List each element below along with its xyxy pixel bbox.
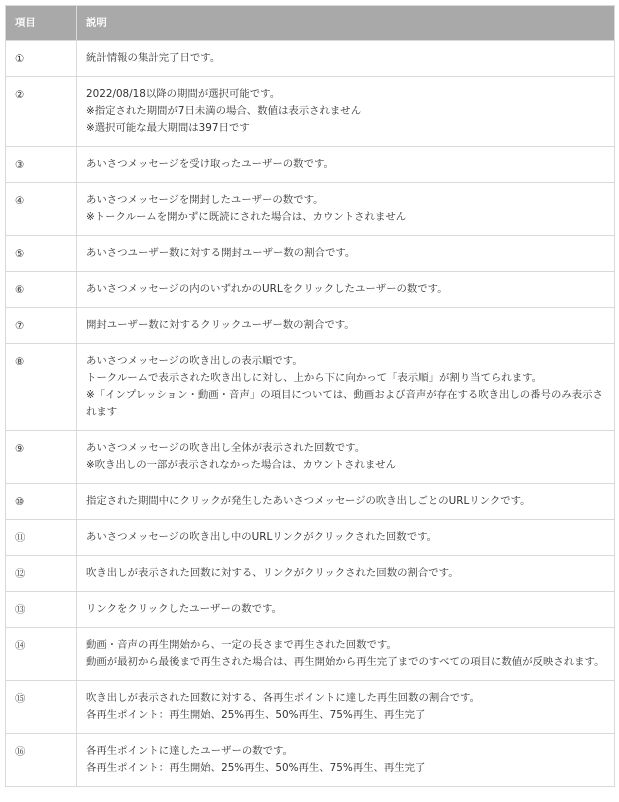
description-line: 各再生ポイント：再生開始、25%再生、50%再生、75%再生、再生完了 <box>86 762 426 774</box>
item-description <box>77 484 615 520</box>
item-description <box>77 628 615 681</box>
item-description <box>77 520 615 556</box>
item-description <box>77 41 615 77</box>
table-row <box>6 344 615 431</box>
item-description <box>77 77 615 147</box>
description-line: あいさつメッセージの吹き出しの表示順です。 <box>86 355 303 367</box>
table-row <box>6 681 615 734</box>
table-row <box>6 272 615 308</box>
item-number: ① <box>6 41 77 77</box>
table-row <box>6 520 615 556</box>
description-line: 吹き出しが表示された回数に対する、リンクがクリックされた回数の割合です。 <box>86 567 459 579</box>
item-number: ⑮ <box>6 681 77 734</box>
item-description <box>77 734 615 787</box>
item-number: ⑧ <box>6 344 77 431</box>
description-line: あいさつメッセージの吹き出し全体が表示された回数です。 <box>86 442 366 454</box>
table-row <box>6 628 615 681</box>
table-row <box>6 147 615 183</box>
table-body <box>6 41 615 787</box>
description-line: ※「インプレッション・動画・音声」の項目については、動画および音声が存在する吹き出しの番号のみ表示されます <box>86 389 603 418</box>
description-line: 指定された期間中にクリックが発生したあいさつメッセージの吹き出しごとのURLリンクです。 <box>86 495 531 507</box>
table-row <box>6 183 615 236</box>
item-description <box>77 431 615 484</box>
item-number: ③ <box>6 147 77 183</box>
description-line: 各再生ポイントに達したユーザーの数です。 <box>86 745 293 757</box>
description-line: ※指定された期間が7日未満の場合、数値は表示されません <box>86 105 362 117</box>
item-description <box>77 344 615 431</box>
spec-table <box>5 5 615 787</box>
item-number: ④ <box>6 183 77 236</box>
item-description <box>77 308 615 344</box>
table-row <box>6 308 615 344</box>
item-number: ⑪ <box>6 520 77 556</box>
table-row <box>6 77 615 147</box>
item-description <box>77 236 615 272</box>
description-line: 吹き出しが表示された回数に対する、各再生ポイントに達した再生回数の割合です。 <box>86 692 481 704</box>
description-line: 動画が最初から最後まで再生された場合は、再生開始から再生完了までのすべての項目に数値が反映されます。 <box>86 656 605 668</box>
item-number: ⑬ <box>6 592 77 628</box>
description-line: 開封ユーザー数に対するクリックユーザー数の割合です。 <box>86 319 355 331</box>
table-row <box>6 734 615 787</box>
item-number: ⑫ <box>6 556 77 592</box>
item-description <box>77 183 615 236</box>
description-line: あいさつメッセージの吹き出し中のURLリンクがクリックされた回数です。 <box>86 531 438 543</box>
description-line: 動画・音声の再生開始から、一定の長さまで再生された回数です。 <box>86 639 397 651</box>
table-header <box>6 6 615 41</box>
description-line: ※選択可能な最大期間は397日です <box>86 122 250 134</box>
item-number: ⑭ <box>6 628 77 681</box>
table-row <box>6 556 615 592</box>
description-line: 2022/08/18以降の期間が選択可能です。 <box>86 88 281 100</box>
table-row <box>6 592 615 628</box>
item-description <box>77 556 615 592</box>
item-number: ⑤ <box>6 236 77 272</box>
item-number: ⑯ <box>6 734 77 787</box>
description-line: ※トークルームを開かずに既読にされた場合は、カウントされません <box>86 211 407 223</box>
header-item: 項目 <box>6 6 77 41</box>
table-row <box>6 236 615 272</box>
table-row <box>6 41 615 77</box>
description-line: ※吹き出しの一部が表示されなかった場合は、カウントされません <box>86 459 397 471</box>
item-description <box>77 147 615 183</box>
item-number: ⑨ <box>6 431 77 484</box>
description-line: 各再生ポイント：再生開始、25%再生、50%再生、75%再生、再生完了 <box>86 709 426 721</box>
description-line: 統計情報の集計完了日です。 <box>86 52 221 64</box>
item-number: ⑩ <box>6 484 77 520</box>
description-line: あいさつメッセージを受け取ったユーザーの数です。 <box>86 158 334 170</box>
header-description: 説明 <box>77 6 615 41</box>
description-line: あいさつユーザー数に対する開封ユーザー数の割合です。 <box>86 247 356 259</box>
item-description <box>77 272 615 308</box>
table-row <box>6 484 615 520</box>
description-line: リンクをクリックしたユーザーの数です。 <box>86 603 282 615</box>
description-line: あいさつメッセージの内のいずれかのURLをクリックしたユーザーの数です。 <box>86 283 448 295</box>
item-number: ② <box>6 77 77 147</box>
description-line: あいさつメッセージを開封したユーザーの数です。 <box>86 194 324 206</box>
item-description <box>77 592 615 628</box>
item-description <box>77 681 615 734</box>
header-row <box>6 6 615 41</box>
item-number: ⑦ <box>6 308 77 344</box>
table-row <box>6 431 615 484</box>
item-number: ⑥ <box>6 272 77 308</box>
description-line: トークルームで表示された吹き出しに対し、上から下に向かって「表示順」が割り当てられます。 <box>86 372 543 384</box>
